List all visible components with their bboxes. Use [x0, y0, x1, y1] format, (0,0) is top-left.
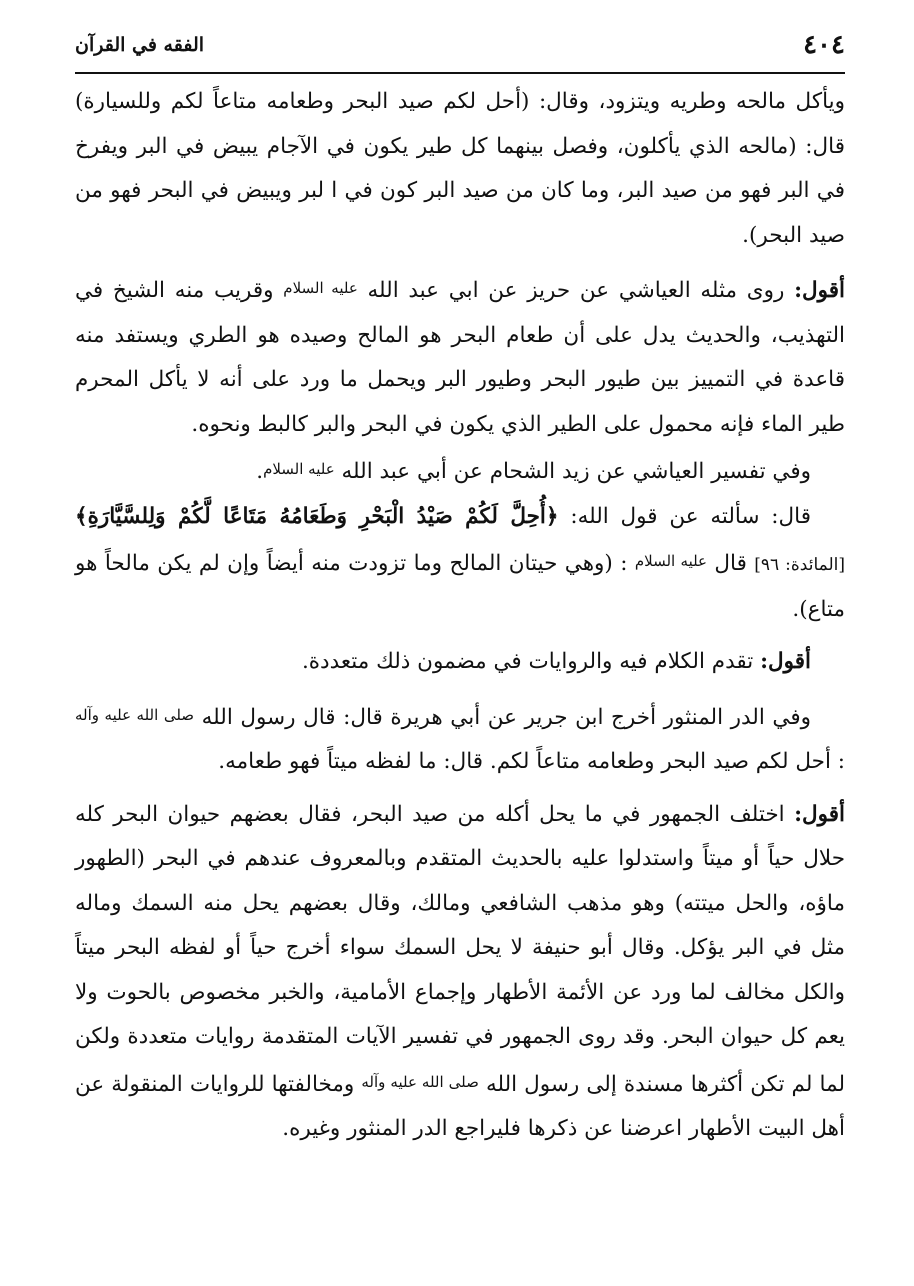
running-title: الفقه في القرآن	[75, 34, 205, 56]
paragraph-text: .	[256, 459, 264, 484]
paragraph-text: : أحل لكم صيد البحر وطعامه متاعاً لكم. قال: ما لفظه ميتاً فهو طعامه.	[218, 749, 845, 774]
page-number: ٤٠٤	[803, 30, 845, 60]
honorific-symbol: عليه السلام	[263, 460, 335, 478]
paragraph-lead: أقول:	[794, 801, 845, 827]
paragraph-text: وقريب منه الشيخ في التهذيب، والحديث يدل على أن طعام البحر هو المالح وصيده هو الطري ويستفد منه قاعدة في التمييز بين طيور البحر وطيور البر ويحمل ما ورد على أنه لا يأكل المحرم طير الماء فإنه محمول على الطير الذي يكون في البحر والبر كالبط ونحوه.	[75, 278, 845, 437]
paragraph-text: ومخالفتها للروايات المنقولة عن أهل البيت الأطهار اعرضنا عن ذكرها فليراجع الدر المنثور وغيره.	[75, 1071, 845, 1141]
paragraph-text: روى مثله العياشي عن حريز عن ابي عبد الله	[367, 278, 785, 303]
honorific-symbol: عليه السلام	[283, 279, 358, 297]
paragraph-lead: أقول:	[760, 649, 811, 674]
paragraph-text: قال: سألته عن قول الله:	[570, 503, 811, 529]
paragraph-text: وفي تفسير العياشي عن زيد الشحام عن أبي عبد الله	[341, 459, 811, 484]
verse-reference: [المائدة: ٩٦]	[754, 555, 845, 575]
paragraph-commentary-2	[75, 640, 845, 685]
honorific-symbol: صلى الله عليه وآله	[75, 705, 195, 724]
honorific-symbol: صلى الله عليه وآله	[361, 1072, 479, 1091]
paragraph-tafsir-ayyashi	[75, 447, 845, 495]
paragraph-text: : (وهي حيتان المالح وما تزودت منه أيضاً وإن لم يكن مالحاً هو متاع).	[75, 551, 845, 622]
paragraph-durr-manthur	[75, 693, 845, 785]
paragraph-text: اختلف الجمهور في ما يحل أكله من صيد البحر، فقال بعضهم حيوان البحر كله حلال حياً أو ميتاً واستدلوا عليه بالحديث المتقدم وبالمعروف عندهم في البحر (الطهور ماؤه، والحل ميتته) وهو مذهب الشافعي ومالك، وقال بعضهم يحل منه السمك وماله مثل في البر يؤكل. وقال أبو حنيفة لا يحل السمك سواء أخرج حياً أو لفظه البحر ميتاً والكل مخالف لما ورد عن الأئمة الأطهار وإجماع الأمامية، والخبر مخصوص بالحوت ولا يعم كل حيوان البحر. وقد روى الجمهور في تفسير الآيات المتقدمة روايات متعددة ولكن لما لم تكن أكثرها مسندة إلى رسول الله	[75, 801, 845, 1097]
page-header	[75, 24, 845, 74]
quran-verse: ﴿أُحِلَّ لَكُمْ صَيْدُ الْبَحْرِ وَطَعَامُهُ مَتَاعًا لَّكُمْ وَلِلسَّيَّارَةِ﴾	[75, 503, 559, 529]
paragraph-lead: أقول:	[794, 278, 845, 303]
page-body	[75, 80, 845, 1152]
paragraph-commentary-3	[75, 793, 845, 1152]
paragraph-commentary-1	[75, 266, 845, 447]
paragraph-quran-question	[75, 495, 845, 633]
book-page	[75, 24, 845, 1264]
honorific-symbol: عليه السلام	[634, 552, 708, 570]
paragraph-narration-continued: ويأكل مالحه وطريه ويتزود، وقال: (أحل لكم صيد البحر وطعامه متاعاً لكم وللسيارة) قال: (مالحه الذي يأكلون، وفصل بينهما كل طير يكون في الآجام يبيض في البر ويفرخ في البر فهو من صيد البر، وما كان من صيد البر كون في ا لبر ويبيض في البحر فهو من صيد البحر).	[75, 89, 845, 248]
paragraph-text: قال	[714, 551, 747, 576]
paragraph-text: وفي الدر المنثور أخرج ابن جرير عن أبي هريرة قال: قال رسول الله	[201, 704, 812, 730]
paragraph-text: تقدم الكلام فيه والروايات في مضمون ذلك متعددة.	[301, 649, 754, 674]
